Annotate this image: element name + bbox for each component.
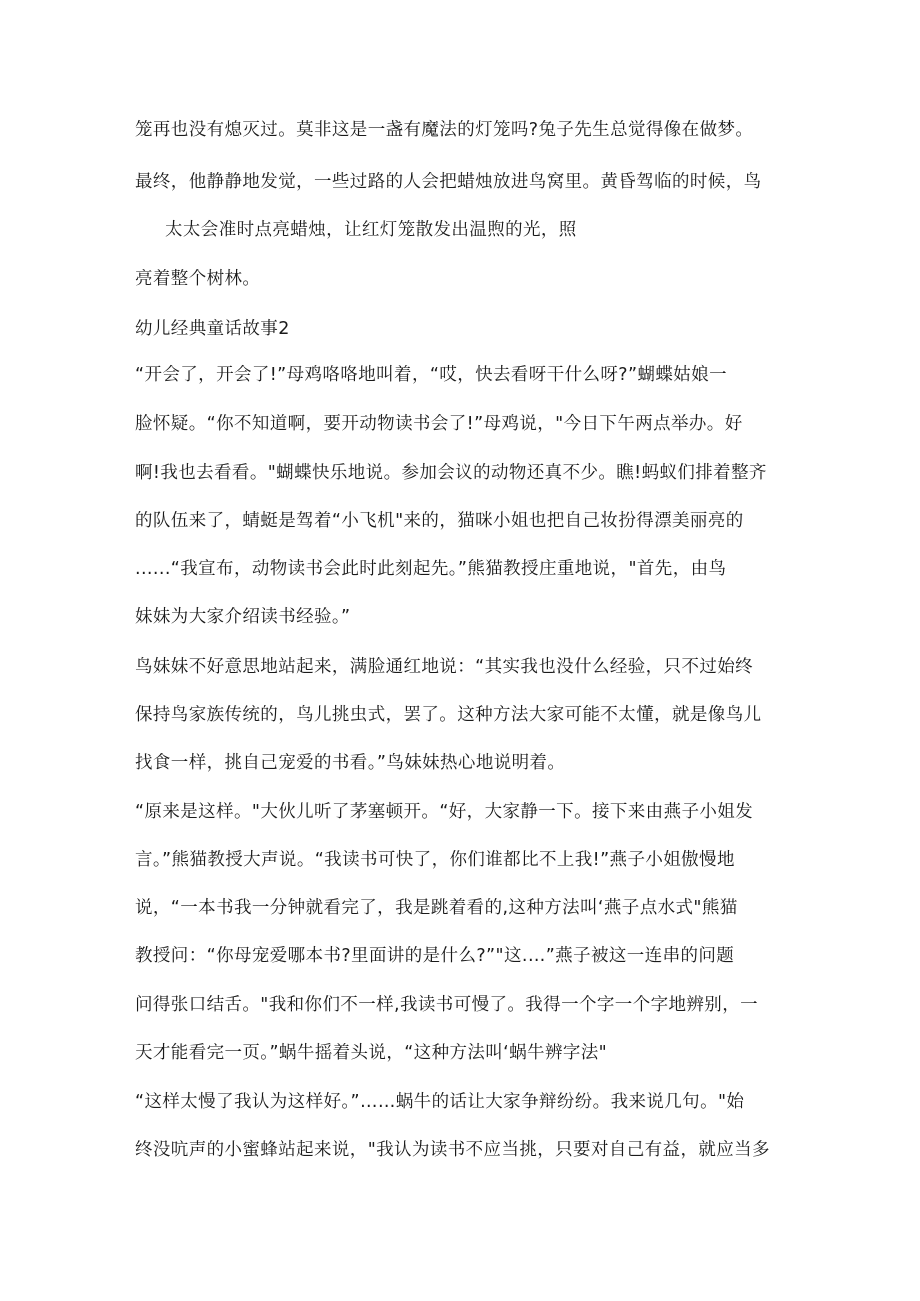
- paragraph-line: “开会了，开会了!”母鸡咯咯地叫着，“哎，快去看呀干什么呀?”蝴蝶姑娘一: [135, 365, 727, 385]
- paragraph-line: 保持鸟家族传统的，鸟儿挑虫式，罢了。这种方法大家可能不太懂，就是像鸟儿: [135, 705, 762, 725]
- paragraph-line: 鸟妹妹不好意思地站起来，满脸通红地说：“其实我也没什么经验，只不过始终: [135, 657, 754, 677]
- paragraph-line: 问得张口结舌。"我和你们不一样,我读书可慢了。我得一个字一个字地辨别，一: [135, 995, 759, 1015]
- paragraph-line: 最终，他静静地发觉，一些过路的人会把蜡烛放进鸟窝里。黄昏驾临的时候，鸟: [135, 172, 762, 192]
- paragraph-line: 天才能看完一页。”蜗牛摇着头说，“这种方法叫‘蜗牛辨字法": [135, 1043, 608, 1063]
- paragraph-line: “这样太慢了我认为这样好。”……蜗牛的话让大家争辩纷纷。我来说几句。"始: [135, 1092, 745, 1112]
- paragraph-line: 脸怀疑。“你不知道啊，要开动物读书会了!”母鸡说，"今日下午两点举办。好: [135, 414, 743, 434]
- paragraph-line: “原来是这样。"大伙儿听了茅塞顿开。“好，大家静一下。接下来由燕子小姐发: [135, 802, 754, 822]
- paragraph-line: 找食一样，挑自己宠爱的书看。”鸟妹妹热心地说明着。: [135, 753, 566, 773]
- paragraph-line: ......“我宣布，动物读书会此时此刻起先。”熊猫教授庄重地说，"首先，由鸟: [135, 559, 727, 579]
- section-heading: 幼儿经典童话故事2: [135, 319, 290, 339]
- paragraph-line: 终没吭声的小蜜蜂站起来说，"我认为读书不应当挑，只要对自己有益，就应当多: [135, 1140, 770, 1160]
- paragraph-line: 亮着整个树林。: [135, 269, 261, 289]
- paragraph-line: 笼再也没有熄灭过。莫非这是一盏有魔法的灯笼吗?兔子先生总觉得像在做梦。: [135, 120, 754, 140]
- paragraph-line: 教授问：“你母宠爱哪本书?里面讲的是什么?”"这.…”燕子被这一连串的问题: [135, 946, 735, 966]
- paragraph-line: 妹妹为大家介绍读书经验。”: [135, 607, 351, 627]
- paragraph-line: 说，“一本书我一分钟就看完了，我是跳着看的,这种方法叫‘燕子点水式"熊猫: [135, 898, 738, 918]
- paragraph-line: 太太会准时点亮蜡烛，让红灯笼散发出温煦的光，照: [165, 220, 577, 240]
- paragraph-line: 啊!我也去看看。"蝴蝶快乐地说。参加会议的动物还真不少。瞧!蚂蚁们排着整齐: [135, 463, 767, 483]
- paragraph-line: 言。”熊猫教授大声说。“我读书可快了，你们谁都比不上我!”燕子小姐傲慢地: [135, 850, 735, 870]
- paragraph-line: 的队伍来了，蜻蜓是驾着“小飞机"来的，猫咪小姐也把自己妆扮得漂美丽亮的: [135, 511, 744, 531]
